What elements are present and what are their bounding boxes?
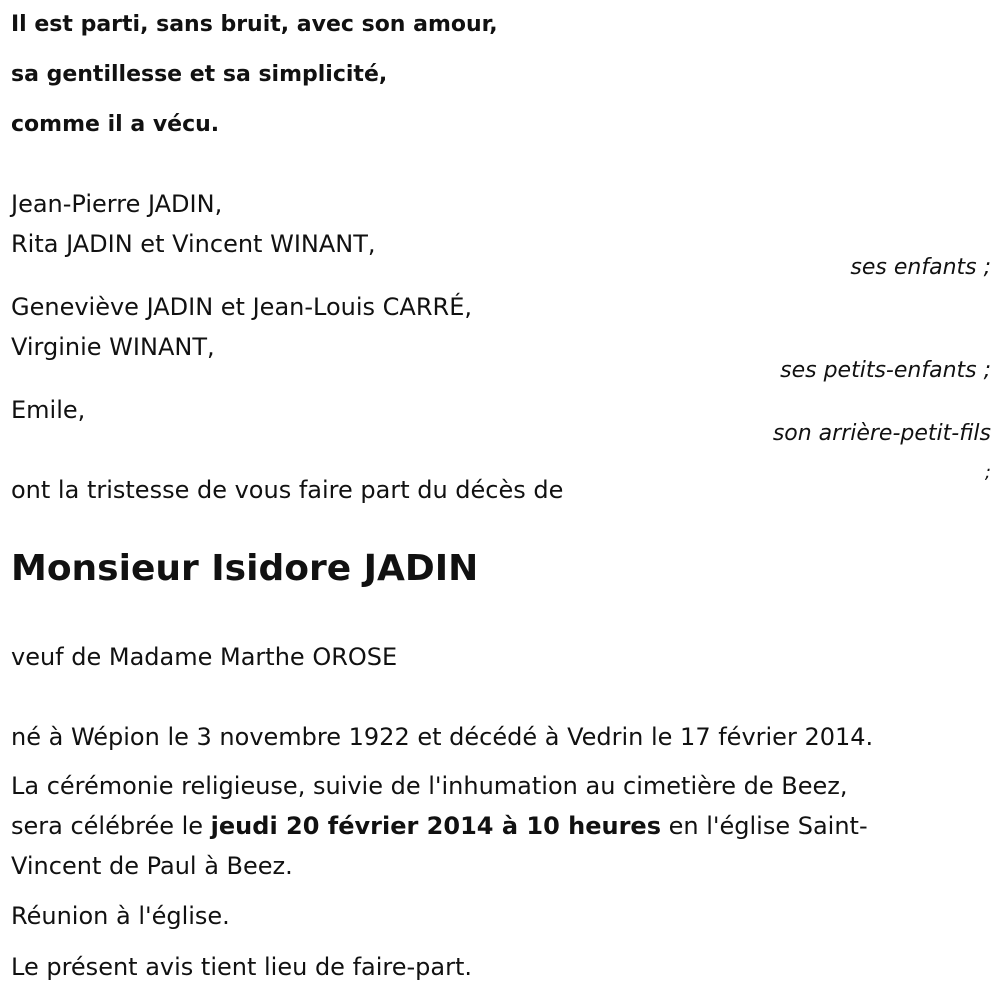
ceremony-line-1: La cérémonie religieuse, suivie de l'inhumation au cimetière de Beez,	[11, 772, 848, 800]
children-role: ses enfants ;	[850, 255, 991, 280]
epitaph-line-1: Il est parti, sans bruit, avec son amour,	[11, 12, 498, 37]
birth-death-text: né à Wépion le 3 novembre 1922 et décédé à Vedrin le 17 février 2014.	[11, 723, 874, 751]
grandchild-name-2: Virginie WINANT,	[11, 333, 215, 361]
great-grandchildren-role: son arrière-petit-fils	[772, 421, 991, 446]
ceremony-line-2-prefix: sera célébrée le	[11, 812, 211, 840]
great-grandchildren-role-end: ;	[984, 462, 991, 483]
child-name-2: Rita JADIN et Vincent WINANT,	[11, 230, 376, 258]
grandchildren-role: ses petits-enfants ;	[780, 358, 991, 383]
great-grandchild-name: Emile,	[11, 396, 86, 424]
announcement-text: ont la tristesse de vous faire part du décès de	[11, 476, 564, 504]
notice-text: Le présent avis tient lieu de faire-part.	[11, 953, 473, 981]
ceremony-line-3: Vincent de Paul à Beez.	[11, 852, 293, 880]
epitaph-line-2: sa gentillesse et sa simplicité,	[11, 62, 388, 87]
ceremony-line-2-suffix: en l'église Saint-	[660, 812, 868, 840]
epitaph-line-3: comme il a vécu.	[11, 112, 220, 137]
grandchild-name-1: Geneviève JADIN et Jean-Louis CARRÉ,	[11, 293, 472, 321]
meeting-text: Réunion à l'église.	[11, 902, 230, 930]
child-name-1: Jean-Pierre JADIN,	[11, 190, 223, 218]
spouse-text: veuf de Madame Marthe OROSE	[11, 643, 398, 671]
deceased-name: Monsieur Isidore JADIN	[11, 548, 479, 589]
ceremony-date-time: jeudi 20 février 2014 à 10 heures	[210, 812, 661, 840]
ceremony-line-2	[11, 812, 868, 840]
